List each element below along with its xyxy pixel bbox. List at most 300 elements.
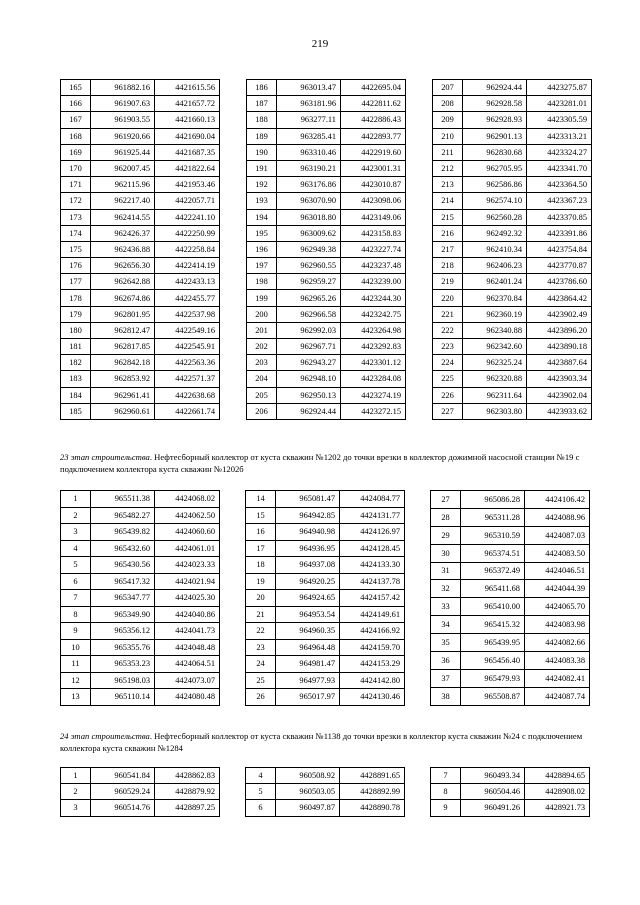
table-row [247,177,406,193]
point-number: 185 [61,403,91,419]
point-number: 168 [61,128,91,144]
point-number: 211 [433,144,463,160]
point-number: 219 [433,274,463,290]
table-row [61,540,220,557]
table-row [247,128,406,144]
x-coordinate: 965374.51 [461,544,525,562]
table-row [247,193,406,209]
y-coordinate: 4424082.41 [525,669,590,687]
coordinates-table [60,767,220,817]
point-number: 5 [61,557,91,574]
x-coordinate: 964937.08 [276,557,340,574]
y-coordinate: 4424166.92 [340,623,405,640]
point-number: 227 [433,403,463,419]
y-coordinate: 4423264.98 [341,322,406,338]
table-row [61,507,220,524]
y-coordinate: 4428897.25 [155,800,220,816]
point-number: 20 [246,590,276,607]
table-row [246,784,405,800]
point-number: 21 [246,606,276,623]
y-coordinate: 4423244.30 [341,290,406,306]
table-row [433,322,592,338]
x-coordinate: 962642.88 [91,274,155,290]
x-coordinate: 962436.88 [91,241,155,257]
point-number: 216 [433,225,463,241]
table-row [61,689,220,706]
y-coordinate: 4423301.12 [341,355,406,371]
x-coordinate: 962943.27 [277,355,341,371]
table-row [433,241,592,257]
point-number: 18 [246,557,276,574]
point-number: 25 [246,672,276,689]
table-row [431,651,590,669]
point-number: 8 [61,606,91,623]
y-coordinate: 4422537.98 [155,306,220,322]
point-number: 26 [246,689,276,706]
table-row [433,258,592,274]
table-row [433,177,592,193]
table-row [431,634,590,652]
point-number: 200 [247,306,277,322]
table-row [431,580,590,598]
y-coordinate: 4421615.56 [155,80,220,96]
y-coordinate: 4423341.70 [527,160,592,176]
table-row [246,590,405,607]
x-coordinate: 960491.26 [461,800,525,816]
table-row [247,403,406,419]
point-number: 215 [433,209,463,225]
table-row [247,209,406,225]
y-coordinate: 4423272.15 [341,403,406,419]
point-number: 27 [431,491,461,509]
x-coordinate: 963009.62 [277,225,341,241]
x-coordinate: 962115.96 [91,177,155,193]
table-row [247,241,406,257]
y-coordinate: 4422057.71 [155,193,220,209]
table-row [246,800,405,816]
table-row [247,144,406,160]
y-coordinate: 4424021.94 [155,573,220,590]
x-coordinate: 965310.59 [461,526,525,544]
table-row [247,96,406,112]
x-coordinate: 961925.44 [91,144,155,160]
point-number: 15 [246,507,276,524]
table-row [61,322,220,338]
y-coordinate: 4424083.98 [525,616,590,634]
table-row [61,403,220,419]
point-number: 166 [61,96,91,112]
table-row [61,306,220,322]
point-number: 7 [61,590,91,607]
point-number: 222 [433,322,463,338]
point-number: 30 [431,544,461,562]
y-coordinate: 4424084.77 [340,491,405,508]
x-coordinate: 962426.37 [91,225,155,241]
x-coordinate: 965198.03 [91,672,155,689]
point-number: 172 [61,193,91,209]
point-number: 171 [61,177,91,193]
y-coordinate: 4422919.60 [341,144,406,160]
coordinates-table [432,79,592,420]
x-coordinate: 965356.12 [91,623,155,640]
table-row [61,225,220,241]
table-row [61,274,220,290]
coordinates-section-24 [60,767,590,817]
point-number: 220 [433,290,463,306]
y-coordinate: 4428892.99 [340,784,405,800]
point-number: 32 [431,580,461,598]
point-number: 165 [61,80,91,96]
point-number: 10 [61,639,91,656]
point-number: 24 [246,656,276,673]
section-24-caption [60,730,600,754]
point-number: 19 [246,573,276,590]
y-coordinate: 4423281.01 [527,96,592,112]
x-coordinate: 964953.54 [276,606,340,623]
x-coordinate: 962950.13 [277,387,341,403]
point-number: 12 [61,672,91,689]
x-coordinate: 965349.90 [91,606,155,623]
y-coordinate: 4424082.66 [525,634,590,652]
point-number: 180 [61,322,91,338]
x-coordinate: 962965.26 [277,290,341,306]
y-coordinate: 4423305.59 [527,112,592,128]
point-number: 34 [431,616,461,634]
y-coordinate: 4424046.51 [525,562,590,580]
point-number: 202 [247,339,277,355]
y-coordinate: 4423391.86 [527,225,592,241]
x-coordinate: 964936.95 [276,540,340,557]
x-coordinate: 965372.49 [461,562,525,580]
y-coordinate: 4423903.34 [527,371,592,387]
table-row [431,526,590,544]
x-coordinate: 965347.77 [91,590,155,607]
table-row [246,557,405,574]
x-coordinate: 960514.76 [91,800,155,816]
y-coordinate: 4423292.83 [341,339,406,355]
x-coordinate: 965432.60 [91,540,155,557]
x-coordinate: 960504.46 [461,784,525,800]
x-coordinate: 965417.32 [91,573,155,590]
point-number: 16 [246,524,276,541]
table-row [247,387,406,403]
x-coordinate: 964964.48 [276,639,340,656]
point-number: 191 [247,160,277,176]
y-coordinate: 4423284.08 [341,371,406,387]
table-row [431,598,590,616]
point-number: 187 [247,96,277,112]
table-row [433,225,592,241]
point-number: 182 [61,355,91,371]
y-coordinate: 4424149.61 [340,606,405,623]
coordinates-table [246,79,406,420]
table-row [61,177,220,193]
point-number: 186 [247,80,277,96]
y-coordinate: 4424068.02 [155,491,220,508]
point-number: 4 [61,540,91,557]
point-number: 199 [247,290,277,306]
point-number: 197 [247,258,277,274]
x-coordinate: 965017.97 [276,689,340,706]
y-coordinate: 4423890.18 [527,339,592,355]
x-coordinate: 965110.14 [91,689,155,706]
x-coordinate: 965482.27 [91,507,155,524]
table-row [433,306,592,322]
x-coordinate: 962801.95 [91,306,155,322]
point-number: 226 [433,387,463,403]
table-row [431,491,590,509]
table-row [61,768,220,784]
point-number: 2 [61,507,91,524]
coordinates-table [60,490,220,706]
point-number: 218 [433,258,463,274]
y-coordinate: 4428908.02 [525,784,590,800]
section-23-stage: 23 этап строительства [60,452,150,462]
x-coordinate: 960541.84 [91,768,155,784]
section-23-caption [60,451,600,475]
point-number: 204 [247,371,277,387]
y-coordinate: 4424153.29 [340,656,405,673]
x-coordinate: 965410.00 [461,598,525,616]
point-number: 1 [61,491,91,508]
x-coordinate: 965311.28 [461,508,525,526]
y-coordinate: 4428879.92 [155,784,220,800]
x-coordinate: 962586.86 [463,177,527,193]
point-number: 201 [247,322,277,338]
y-coordinate: 4424044.39 [525,580,590,598]
x-coordinate: 962325.24 [463,355,527,371]
point-number: 167 [61,112,91,128]
y-coordinate: 4428921.73 [525,800,590,816]
y-coordinate: 4424159.70 [340,639,405,656]
x-coordinate: 962960.61 [91,403,155,419]
y-coordinate: 4422571.37 [155,371,220,387]
x-coordinate: 962560.28 [463,209,527,225]
point-number: 179 [61,306,91,322]
x-coordinate: 963277.11 [277,112,341,128]
y-coordinate: 4423786.60 [527,274,592,290]
point-number: 181 [61,339,91,355]
point-number: 6 [246,800,276,816]
y-coordinate: 4423370.85 [527,209,592,225]
point-number: 36 [431,651,461,669]
y-coordinate: 4423324.27 [527,144,592,160]
y-coordinate: 4424133.30 [340,557,405,574]
table-row [61,672,220,689]
y-coordinate: 4423001.31 [341,160,406,176]
table-row [433,209,592,225]
table-row [61,80,220,96]
table-row [247,290,406,306]
y-coordinate: 4428862.83 [155,768,220,784]
x-coordinate: 962949.38 [277,241,341,257]
table-row [246,689,405,706]
y-coordinate: 4423313.21 [527,128,592,144]
table-row [246,672,405,689]
point-number: 214 [433,193,463,209]
coordinates-section-23 [60,490,590,706]
y-coordinate: 4423902.49 [527,306,592,322]
point-number: 176 [61,258,91,274]
x-coordinate: 965439.95 [461,634,525,652]
x-coordinate: 962410.34 [463,241,527,257]
point-number: 193 [247,193,277,209]
y-coordinate: 4423364.50 [527,177,592,193]
table-row [247,339,406,355]
table-row [61,623,220,640]
table-row [247,80,406,96]
x-coordinate: 964942.85 [276,507,340,524]
y-coordinate: 4424060.60 [155,524,220,541]
table-row [247,355,406,371]
point-number: 190 [247,144,277,160]
x-coordinate: 962342.60 [463,339,527,355]
x-coordinate: 962853.92 [91,371,155,387]
point-number: 33 [431,598,461,616]
point-number: 37 [431,669,461,687]
y-coordinate: 4423242.75 [341,306,406,322]
point-number: 14 [246,491,276,508]
point-number: 198 [247,274,277,290]
x-coordinate: 961920.66 [91,128,155,144]
table-row [247,306,406,322]
coordinates-table [60,79,220,420]
x-coordinate: 963285.41 [277,128,341,144]
table-row [433,371,592,387]
table-row [61,606,220,623]
y-coordinate: 4424088.96 [525,508,590,526]
table-row [246,656,405,673]
x-coordinate: 963070.90 [277,193,341,209]
x-coordinate: 965479.93 [461,669,525,687]
point-number: 174 [61,225,91,241]
point-number: 208 [433,96,463,112]
table-row [431,616,590,634]
table-row [61,656,220,673]
x-coordinate: 964940.98 [276,524,340,541]
point-number: 8 [431,784,461,800]
table-row [61,193,220,209]
page-number: 219 [311,38,329,50]
x-coordinate: 962360.19 [463,306,527,322]
point-number: 22 [246,623,276,640]
table-row [61,290,220,306]
point-number: 209 [433,112,463,128]
point-number: 206 [247,403,277,419]
table-row [61,160,220,176]
x-coordinate: 965415.32 [461,616,525,634]
y-coordinate: 4424064.51 [155,656,220,673]
x-coordinate: 963013.47 [277,80,341,96]
point-number: 192 [247,177,277,193]
point-number: 38 [431,687,461,705]
y-coordinate: 4421657.72 [155,96,220,112]
y-coordinate: 4424087.03 [525,526,590,544]
section-24-stage: 24 этап строительства [60,731,150,741]
x-coordinate: 960508.92 [276,768,340,784]
table-row [61,128,220,144]
x-coordinate: 962217.40 [91,193,155,209]
y-coordinate: 4422545.91 [155,339,220,355]
coordinates-table [245,767,405,817]
table-row [247,160,406,176]
point-number: 177 [61,274,91,290]
table-row [246,491,405,508]
table-row [246,639,405,656]
coordinates-table [430,490,590,706]
x-coordinate: 965355.76 [91,639,155,656]
point-number: 223 [433,339,463,355]
y-coordinate: 4423933.62 [527,403,592,419]
point-number: 6 [61,573,91,590]
x-coordinate: 960497.87 [276,800,340,816]
x-coordinate: 965086.28 [461,491,525,509]
y-coordinate: 4424061.01 [155,540,220,557]
point-number: 225 [433,371,463,387]
x-coordinate: 965511.38 [91,491,155,508]
table-row [246,524,405,541]
y-coordinate: 4423896.20 [527,322,592,338]
x-coordinate: 962007.45 [91,160,155,176]
y-coordinate: 4422563.36 [155,355,220,371]
point-number: 35 [431,634,461,652]
x-coordinate: 964924.65 [276,590,340,607]
x-coordinate: 964920.25 [276,573,340,590]
table-row [61,639,220,656]
y-coordinate: 4428891.65 [340,768,405,784]
table-row [246,768,405,784]
point-number: 3 [61,800,91,816]
table-row [61,557,220,574]
table-row [433,144,592,160]
x-coordinate: 962928.58 [463,96,527,112]
y-coordinate: 4423902.04 [527,387,592,403]
x-coordinate: 962928.93 [463,112,527,128]
table-row [247,258,406,274]
x-coordinate: 964960.35 [276,623,340,640]
table-row [61,241,220,257]
y-coordinate: 4423367.23 [527,193,592,209]
point-number: 194 [247,209,277,225]
point-number: 178 [61,290,91,306]
x-coordinate: 963190.21 [277,160,341,176]
table-row [433,290,592,306]
point-number: 7 [431,768,461,784]
y-coordinate: 4422250.99 [155,225,220,241]
y-coordinate: 4424073.07 [155,672,220,689]
y-coordinate: 4424106.42 [525,491,590,509]
x-coordinate: 962817.85 [91,339,155,355]
x-coordinate: 961903.55 [91,112,155,128]
point-number: 196 [247,241,277,257]
table-row [61,209,220,225]
table-row [246,606,405,623]
x-coordinate: 962320.88 [463,371,527,387]
point-number: 221 [433,306,463,322]
y-coordinate: 4422695.04 [341,80,406,96]
y-coordinate: 4421660.13 [155,112,220,128]
y-coordinate: 4424080.48 [155,689,220,706]
point-number: 207 [433,80,463,96]
table-row [246,540,405,557]
table-row [433,96,592,112]
point-number: 188 [247,112,277,128]
table-row [61,258,220,274]
x-coordinate: 962948.10 [277,371,341,387]
point-number: 213 [433,177,463,193]
x-coordinate: 960529.24 [91,784,155,800]
table-row [247,112,406,128]
